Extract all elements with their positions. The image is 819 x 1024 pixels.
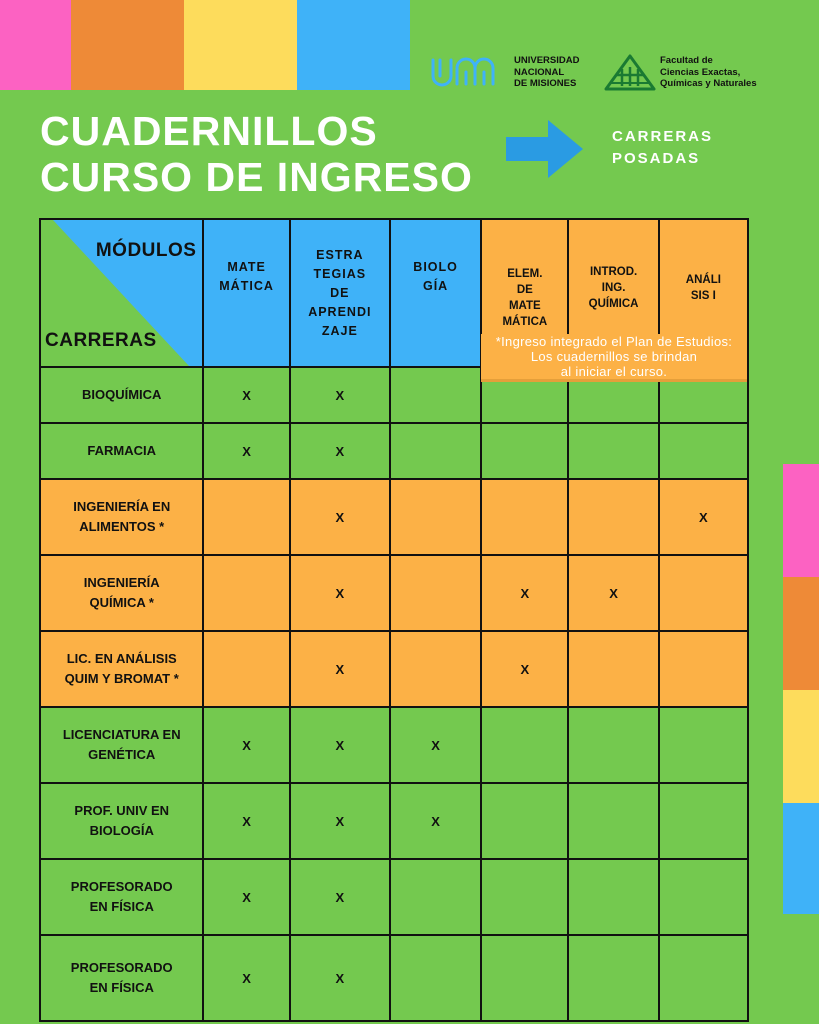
module-mark-cell [481,479,568,555]
table-row [40,707,748,783]
modules-heading: MÓDULOS [95,240,197,261]
module-mark-cell [659,859,748,935]
table-row [40,555,748,631]
career-name-line: BIOQUÍMICA [82,387,162,402]
module-header-matematica [203,219,289,367]
career-name-cell [40,859,203,935]
module-header-line: MÁTICA [502,316,548,328]
module-mark-cell: X [203,707,289,783]
module-header-line: MATE [508,300,541,312]
module-mark-cell [481,783,568,859]
module-mark-cell: X [290,707,390,783]
module-mark-cell [568,859,658,935]
module-mark-cell: X [203,423,289,479]
module-header-line: ING. [601,282,626,294]
module-mark-cell: X [290,479,390,555]
career-name-line: FARMACIA [87,443,157,458]
career-name-line: ALIMENTOS * [79,519,165,534]
module-header-line: TEGIAS [313,266,367,281]
module-mark-cell [568,707,658,783]
module-mark-cell: X [290,859,390,935]
corner-header [40,219,203,367]
table-row [40,423,748,479]
module-mark-cell: X [203,367,289,423]
career-name-line: PROFESORADO [70,960,173,975]
module-header-estrategias [290,219,390,367]
module-mark-cell: X [290,555,390,631]
module-mark-cell: X [568,555,658,631]
module-header-line: ESTRA [316,247,364,262]
top-strip-blue [297,0,410,90]
section-label: CARRERAS POSADAS [612,128,714,167]
module-header-line: GÍA [422,279,449,293]
title-line-1: CUADERNILLOS [40,108,378,154]
module-mark-cell [481,707,568,783]
page-title [40,108,473,200]
title-line-2: CURSO DE INGRESO [40,154,473,200]
module-mark-cell [659,631,748,707]
module-mark-cell [390,367,481,423]
career-name-line: INGENIERÍA [83,575,160,590]
module-mark-cell: X [203,935,289,1021]
module-mark-cell: X [290,783,390,859]
module-mark-cell [481,423,568,479]
module-header-biologia [390,219,481,367]
side-strip-pink [783,464,819,577]
module-mark-cell: X [290,423,390,479]
career-name-line: GENÉTICA [88,747,156,762]
arrow-right-icon [506,120,584,183]
module-header-line: APRENDI [308,304,372,319]
careers-heading: CARRERAS [45,330,157,351]
module-header-line: MATE [227,260,266,274]
career-name-cell [40,631,203,707]
top-strip-pink [0,0,71,90]
module-mark-cell [568,935,658,1021]
module-header-line: INTROD. [589,266,638,278]
career-name-line: PROFESORADO [70,879,173,894]
module-mark-cell [568,479,658,555]
career-name-line: QUÍMICA * [89,595,154,610]
side-strip-blue [783,803,819,914]
module-mark-cell [390,631,481,707]
module-mark-cell: X [390,707,481,783]
module-header-line: ANÁLI [685,274,721,286]
faculty-logo-icon [604,53,656,98]
module-mark-cell [568,631,658,707]
module-header-line: ELEM. [507,268,543,280]
module-mark-cell [659,423,748,479]
career-name-line: PROF. UNIV EN [74,803,170,818]
module-header-line: ZAJE [321,323,358,338]
module-mark-cell [390,555,481,631]
career-name-cell [40,555,203,631]
career-name-line: LICENCIATURA EN [62,727,181,742]
module-mark-cell [659,555,748,631]
module-mark-cell [568,423,658,479]
module-mark-cell: X [290,367,390,423]
module-mark-cell: X [659,479,748,555]
module-header-line: QUÍMICA [588,298,639,310]
career-name-line: EN FÍSICA [89,899,154,914]
unam-logo-text: UNIVERSIDAD NACIONAL DE MISIONES [514,55,580,89]
table-row [40,479,748,555]
module-header-line: MÁTICA [219,279,274,293]
module-mark-cell: X [390,783,481,859]
module-mark-cell: X [203,859,289,935]
module-mark-cell: X [290,935,390,1021]
module-mark-cell [659,935,748,1021]
module-mark-cell [390,935,481,1021]
module-mark-cell: X [481,631,568,707]
module-header-line: BIOLO [413,260,458,274]
career-name-cell [40,367,203,423]
top-strip-orange [71,0,184,90]
career-name-line: QUIM Y BROMAT * [64,671,179,686]
top-strip-yellow [184,0,297,90]
module-mark-cell [568,783,658,859]
career-name-cell [40,423,203,479]
career-name-cell [40,479,203,555]
side-strip-yellow [783,690,819,803]
module-mark-cell [659,707,748,783]
module-mark-cell [203,631,289,707]
module-mark-cell [203,479,289,555]
career-name-line: LIC. EN ANÁLISIS [66,651,177,666]
career-name-line: BIOLOGÍA [89,823,154,838]
table-row [40,783,748,859]
module-mark-cell: X [203,783,289,859]
career-name-line: INGENIERÍA EN [73,499,171,514]
career-name-line: EN FÍSICA [89,980,154,995]
side-strip-orange [783,577,819,690]
career-name-cell [40,707,203,783]
module-header-line: DE [516,284,533,296]
module-mark-cell [481,935,568,1021]
module-mark-cell: X [290,631,390,707]
unam-logo-icon [430,54,510,95]
module-mark-cell [390,479,481,555]
integrated-plan-note: *Ingreso integrado el Plan de Estudios: Los cuadernillos se brindan al iniciar el curso. [481,334,747,382]
career-name-cell [40,935,203,1021]
table-row [40,631,748,707]
module-mark-cell [659,783,748,859]
table-row [40,935,748,1021]
module-mark-cell [390,859,481,935]
module-header-line: DE [330,285,350,300]
module-mark-cell [481,859,568,935]
module-mark-cell [390,423,481,479]
module-header-line: SIS I [690,290,716,302]
module-mark-cell [203,555,289,631]
faculty-logo-text: Facultad de Ciencias Exactas, Químicas y Naturales [660,55,757,89]
module-mark-cell: X [481,555,568,631]
career-name-cell [40,783,203,859]
table-row [40,859,748,935]
